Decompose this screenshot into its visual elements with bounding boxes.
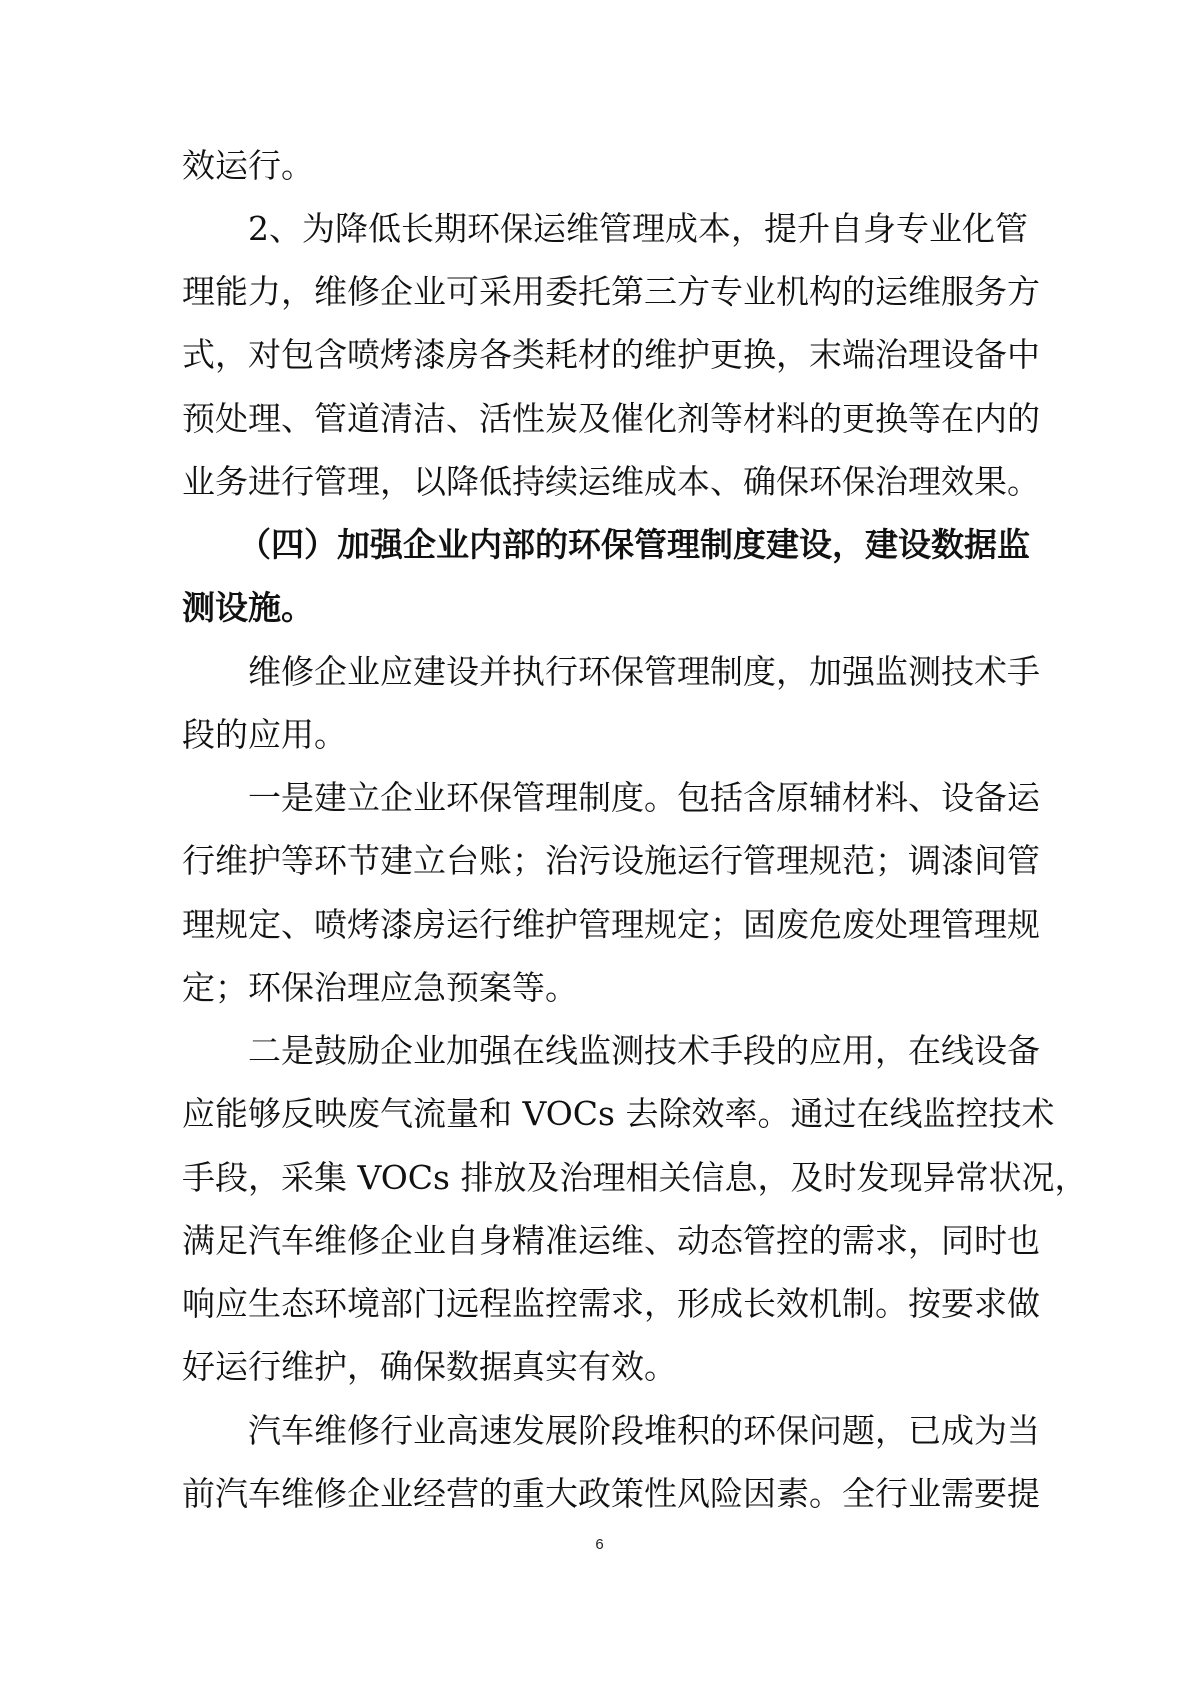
page-number: 6 bbox=[595, 1536, 604, 1553]
body-text-line: 好运行维护，确保数据真实有效。 bbox=[182, 1347, 677, 1386]
section-heading-line: （四）加强企业内部的环保管理制度建设，建设数据监 bbox=[238, 525, 1030, 564]
body-text-line: 预处理、管道清洁、活性炭及催化剂等材料的更换等在内的 bbox=[182, 399, 1040, 438]
body-text-line: 满足汽车维修企业自身精准运维、动态管控的需求，同时也 bbox=[182, 1221, 1040, 1260]
body-text-line: 汽车维修行业高速发展阶段堆积的环保问题，已成为当 bbox=[248, 1411, 1040, 1450]
body-text-line: 式，对包含喷烤漆房各类耗材的维护更换，末端治理设备中 bbox=[182, 335, 1040, 374]
section-heading-line: 测设施。 bbox=[182, 588, 314, 627]
body-text-line: 手段，采集 VOCs 排放及治理相关信息，及时发现异常状况， bbox=[182, 1158, 1088, 1197]
body-text-line: 前汽车维修企业经营的重大政策性风险因素。全行业需要提 bbox=[182, 1474, 1040, 1513]
body-text-line: 2、为降低长期环保运维管理成本，提升自身专业化管 bbox=[248, 209, 1028, 248]
body-text-line: 应能够反映废气流量和 VOCs 去除效率。通过在线监控技术 bbox=[182, 1094, 1055, 1133]
body-text-line: 效运行。 bbox=[182, 146, 314, 185]
body-text-line: 段的应用。 bbox=[182, 715, 347, 754]
body-text-line: 二是鼓励企业加强在线监测技术手段的应用，在线设备 bbox=[248, 1031, 1040, 1070]
body-text-line: 理能力，维修企业可采用委托第三方专业机构的运维服务方 bbox=[182, 272, 1040, 311]
body-text-line: 响应生态环境部门远程监控需求，形成长效机制。按要求做 bbox=[182, 1284, 1040, 1323]
body-text-line: 定；环保治理应急预案等。 bbox=[182, 968, 578, 1007]
body-text-line: 维修企业应建设并执行环保管理制度，加强监测技术手 bbox=[248, 652, 1040, 691]
body-text-line: 一是建立企业环保管理制度。包括含原辅材料、设备运 bbox=[248, 778, 1040, 817]
body-text-line: 理规定、喷烤漆房运行维护管理规定；固废危废处理管理规 bbox=[182, 905, 1040, 944]
body-text-line: 行维护等环节建立台账；治污设施运行管理规范；调漆间管 bbox=[182, 841, 1040, 880]
body-text-line: 业务进行管理，以降低持续运维成本、确保环保治理效果。 bbox=[182, 462, 1040, 501]
